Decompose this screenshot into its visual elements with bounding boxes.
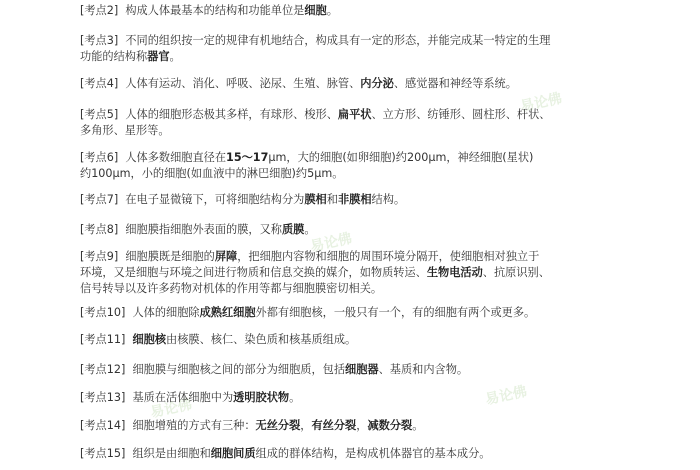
body-text: [考点14] 细胞增殖的方式有三种： [80,419,256,432]
point-15 [80,446,680,462]
body-text: [考点13] 基质在活体细胞中为 [80,391,234,404]
keyword-text: 屏障 [214,250,238,263]
keyword-text: 非膜相 [337,193,372,206]
keyword-text: 成熟红细胞 [199,306,256,319]
keyword-text: 细胞间质 [210,447,256,460]
body-text: [考点7] 在电子显微镜下，可将细胞结构分为 [80,193,305,206]
keyword-text: 质膜 [281,223,305,236]
body-text: 。 [304,223,316,236]
body-text: 、基质和内含物。 [378,363,469,376]
watermark-1: 易论佛 [519,90,564,116]
body-text: [考点3] 不同的组织按一定的规律有机地结合，构成具有一定的形态，并能完成某一特定的生理 功能的结构称 [80,34,551,63]
body-text: 。 [289,391,301,404]
body-text: [考点11] [80,333,133,346]
body-text: 。 [412,419,424,432]
point-3 [80,33,680,65]
point-13 [80,390,680,406]
keyword-text: 细胞 [304,4,327,17]
body-text: 、立方形、纺锤形、圆柱形、杆状、 多角形、星形等。 [80,108,551,137]
keyword-text: 透明胶状物 [233,391,290,404]
keyword-text: 细胞器 [345,363,379,376]
body-text: ， [356,419,368,432]
point-6 [80,150,680,182]
keyword-text: 减数分裂 [367,419,413,432]
body-text: 。 [169,50,181,63]
body-text: [考点12] 细胞膜与细胞核之间的部分为细胞质，包括 [80,363,346,376]
body-text: ， [300,419,312,432]
keyword-text: 无丝分裂 [255,419,301,432]
keyword-text: 细胞核 [132,333,167,346]
point-12 [80,362,680,378]
point-8 [80,222,680,238]
keyword-text: 生物电活动 [426,266,483,279]
keyword-text: 膜相 [304,193,327,206]
body-text: [考点15] 组织是由细胞和 [80,447,211,460]
body-text: [考点10] 人体的细胞除 [80,306,200,319]
body-text: [考点9] 细胞膜既是细胞的 [80,250,215,263]
point-9 [80,249,680,297]
keyword-text: 内分泌 [360,77,394,90]
point-7 [80,192,680,208]
body-text: 外都有细胞核，一般只有一个，有的细胞有两个或更多。 [255,306,536,319]
body-text: ，把细胞内容物和细胞的周围环境分隔开，使细胞相对独立于 环境，又是细胞与环境之间进行物质和信息交换的媒介，如物质转运、 [80,250,540,279]
keyword-text: 扁平状 [337,108,372,121]
body-text: [考点4] 人体有运动、消化、呼吸、泌尿、生殖、脉管、 [80,77,361,90]
watermark-3: 易论佛 [149,396,194,422]
body-text: μm，大的细胞(如卵细胞)约200μm，神经细胞(星状) 约100μm，小的细胞(如血液中的淋巴细胞)约5μm。 [80,151,534,180]
point-10 [80,305,680,321]
point-4 [80,76,680,92]
body-text: 结构。 [371,193,406,206]
body-text: 、抗原识别、 信号转导以及许多药物对机体的作用等都与细胞膜密切相关。 [80,266,550,295]
body-text: [考点8] 细胞膜指细胞外表面的膜，又称 [80,223,282,236]
body-text: 。 [326,4,338,17]
body-text: 组成的群体结构，是构成机体器官的基本成分。 [255,447,491,460]
point-5 [80,107,680,139]
body-text: 由核膜、核仁、染色质和核基质组成。 [166,333,357,346]
body-text: [考点2] 构成人体最基本的结构和功能单位是 [80,4,305,17]
point-11 [80,332,680,348]
point-2 [80,3,680,19]
body-text: [考点5] 人体的细胞形态极其多样，有球形、梭形、 [80,108,338,121]
watermark-2: 易论佛 [309,230,354,256]
watermark-4: 易论佛 [484,383,529,409]
point-14 [80,418,680,434]
body-text: 和 [326,193,338,206]
keyword-text: 15～17 [226,151,269,164]
body-text: 、感觉器和神经等系统。 [393,77,517,90]
body-text: [考点6] 人体多数细胞直径在 [80,151,227,164]
keyword-text: 有丝分裂 [311,419,357,432]
keyword-text: 器官 [147,50,170,63]
